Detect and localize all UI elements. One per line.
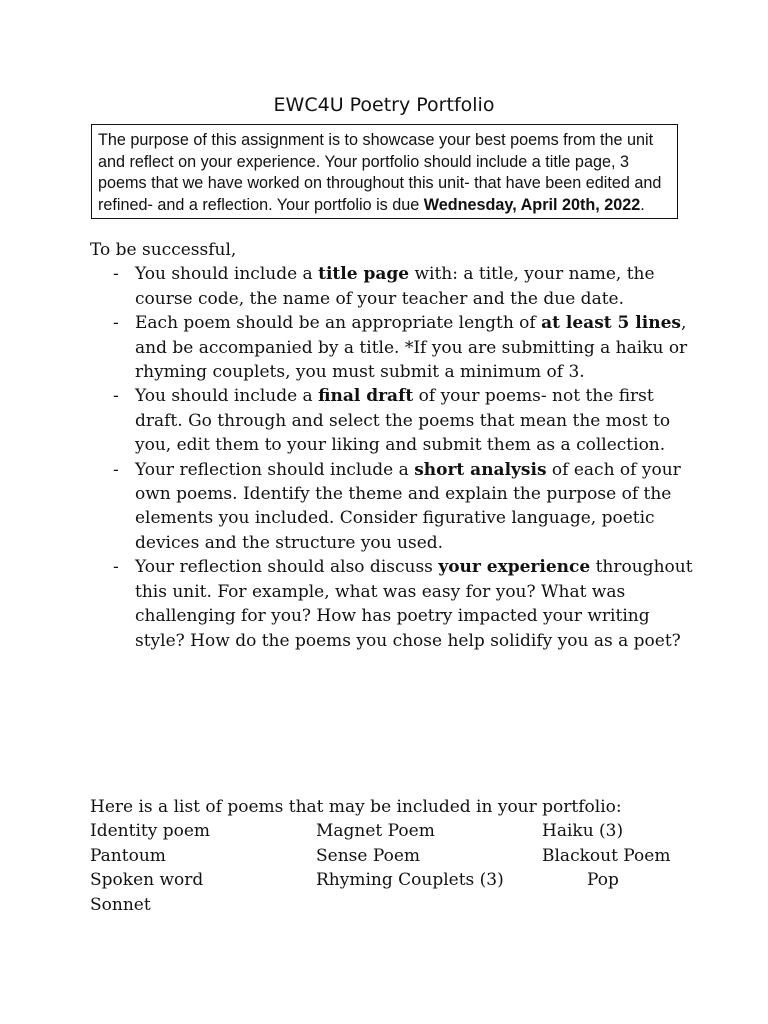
requirement-emphasis: your experience <box>438 557 591 578</box>
requirements-section <box>90 238 700 653</box>
requirement-item <box>90 384 700 457</box>
requirement-text: You should include a <box>135 386 319 407</box>
requirement-emphasis: short analysis <box>414 459 547 480</box>
poem-option: Identity poem <box>90 821 211 842</box>
poem-option: Magnet Poem <box>316 821 435 842</box>
requirement-text: throughout this unit. For example, what was easy for you? What was challenging for you? How has poetry impacted your writing style? How do the poems you chose help solidify you as a poet? <box>135 557 693 651</box>
requirement-item <box>90 262 700 311</box>
dash-bullet: - <box>113 459 119 480</box>
poem-option: Haiku (3) <box>542 821 624 842</box>
requirement-emphasis: at least 5 lines <box>541 313 681 334</box>
requirement-emphasis: title page <box>318 264 410 285</box>
purpose-paragraph <box>98 130 670 216</box>
poem-option: Spoken word <box>90 870 204 891</box>
requirement-item <box>90 311 700 384</box>
document-title: EWC4U Poetry Portfolio <box>273 94 495 116</box>
dash-bullet: - <box>113 313 119 334</box>
requirement-text: Your reflection should include a <box>135 459 415 480</box>
requirement-emphasis: final draft <box>318 386 414 407</box>
poem-options-section <box>90 795 710 919</box>
requirement-text: of each of your own poems. Identify the theme and explain the purpose of the elements you included. Consider figurative language, poetic devices and the structure you used. <box>135 459 681 553</box>
requirements-list <box>90 262 700 653</box>
purpose-text: The purpose of this assignment is to showcase your best poems from the unit and reflect on your experience. Your portfolio should include a title page, 3 poems that we have worked on throughout this unit- that have been edited and refined- and a reflection. Your portfolio is due <box>98 131 662 214</box>
purpose-box <box>91 124 678 219</box>
requirement-text: of your poems- not the first draft. Go through and select the poems that mean the most to you, edit them to your liking and submit them as a collection. <box>135 386 671 456</box>
due-date: Wednesday, April 20th, 2022 <box>423 195 641 214</box>
poem-option: Pop <box>587 870 619 891</box>
purpose-end: . <box>640 195 645 214</box>
poem-options-intro: Here is a list of poems that may be included in your portfolio: <box>90 797 622 817</box>
poem-options-grid <box>90 819 710 919</box>
poem-option: Blackout Poem <box>542 845 671 866</box>
dash-bullet: - <box>113 264 119 285</box>
poem-option: Rhyming Couplets (3) <box>316 870 504 891</box>
requirement-text: with: a title, your name, the course code, the name of your teacher and the due date. <box>135 264 655 309</box>
poem-option: Sonnet <box>90 894 151 915</box>
requirement-item <box>90 458 700 556</box>
requirement-text: You should include a <box>135 264 319 285</box>
requirement-text: Each poem should be an appropriate length of <box>135 313 542 334</box>
requirement-text: , and be accompanied by a title. *If you are submitting a haiku or rhyming couplets, you must submit a minimum of 3. <box>135 313 688 383</box>
requirement-text: Your reflection should also discuss <box>135 557 439 578</box>
poem-option: Sense Poem <box>316 845 421 866</box>
success-intro: To be successful, <box>90 240 237 260</box>
dash-bullet: - <box>113 386 119 407</box>
dash-bullet: - <box>113 557 119 578</box>
poem-option: Pantoum <box>90 845 166 866</box>
requirement-item <box>90 555 700 653</box>
